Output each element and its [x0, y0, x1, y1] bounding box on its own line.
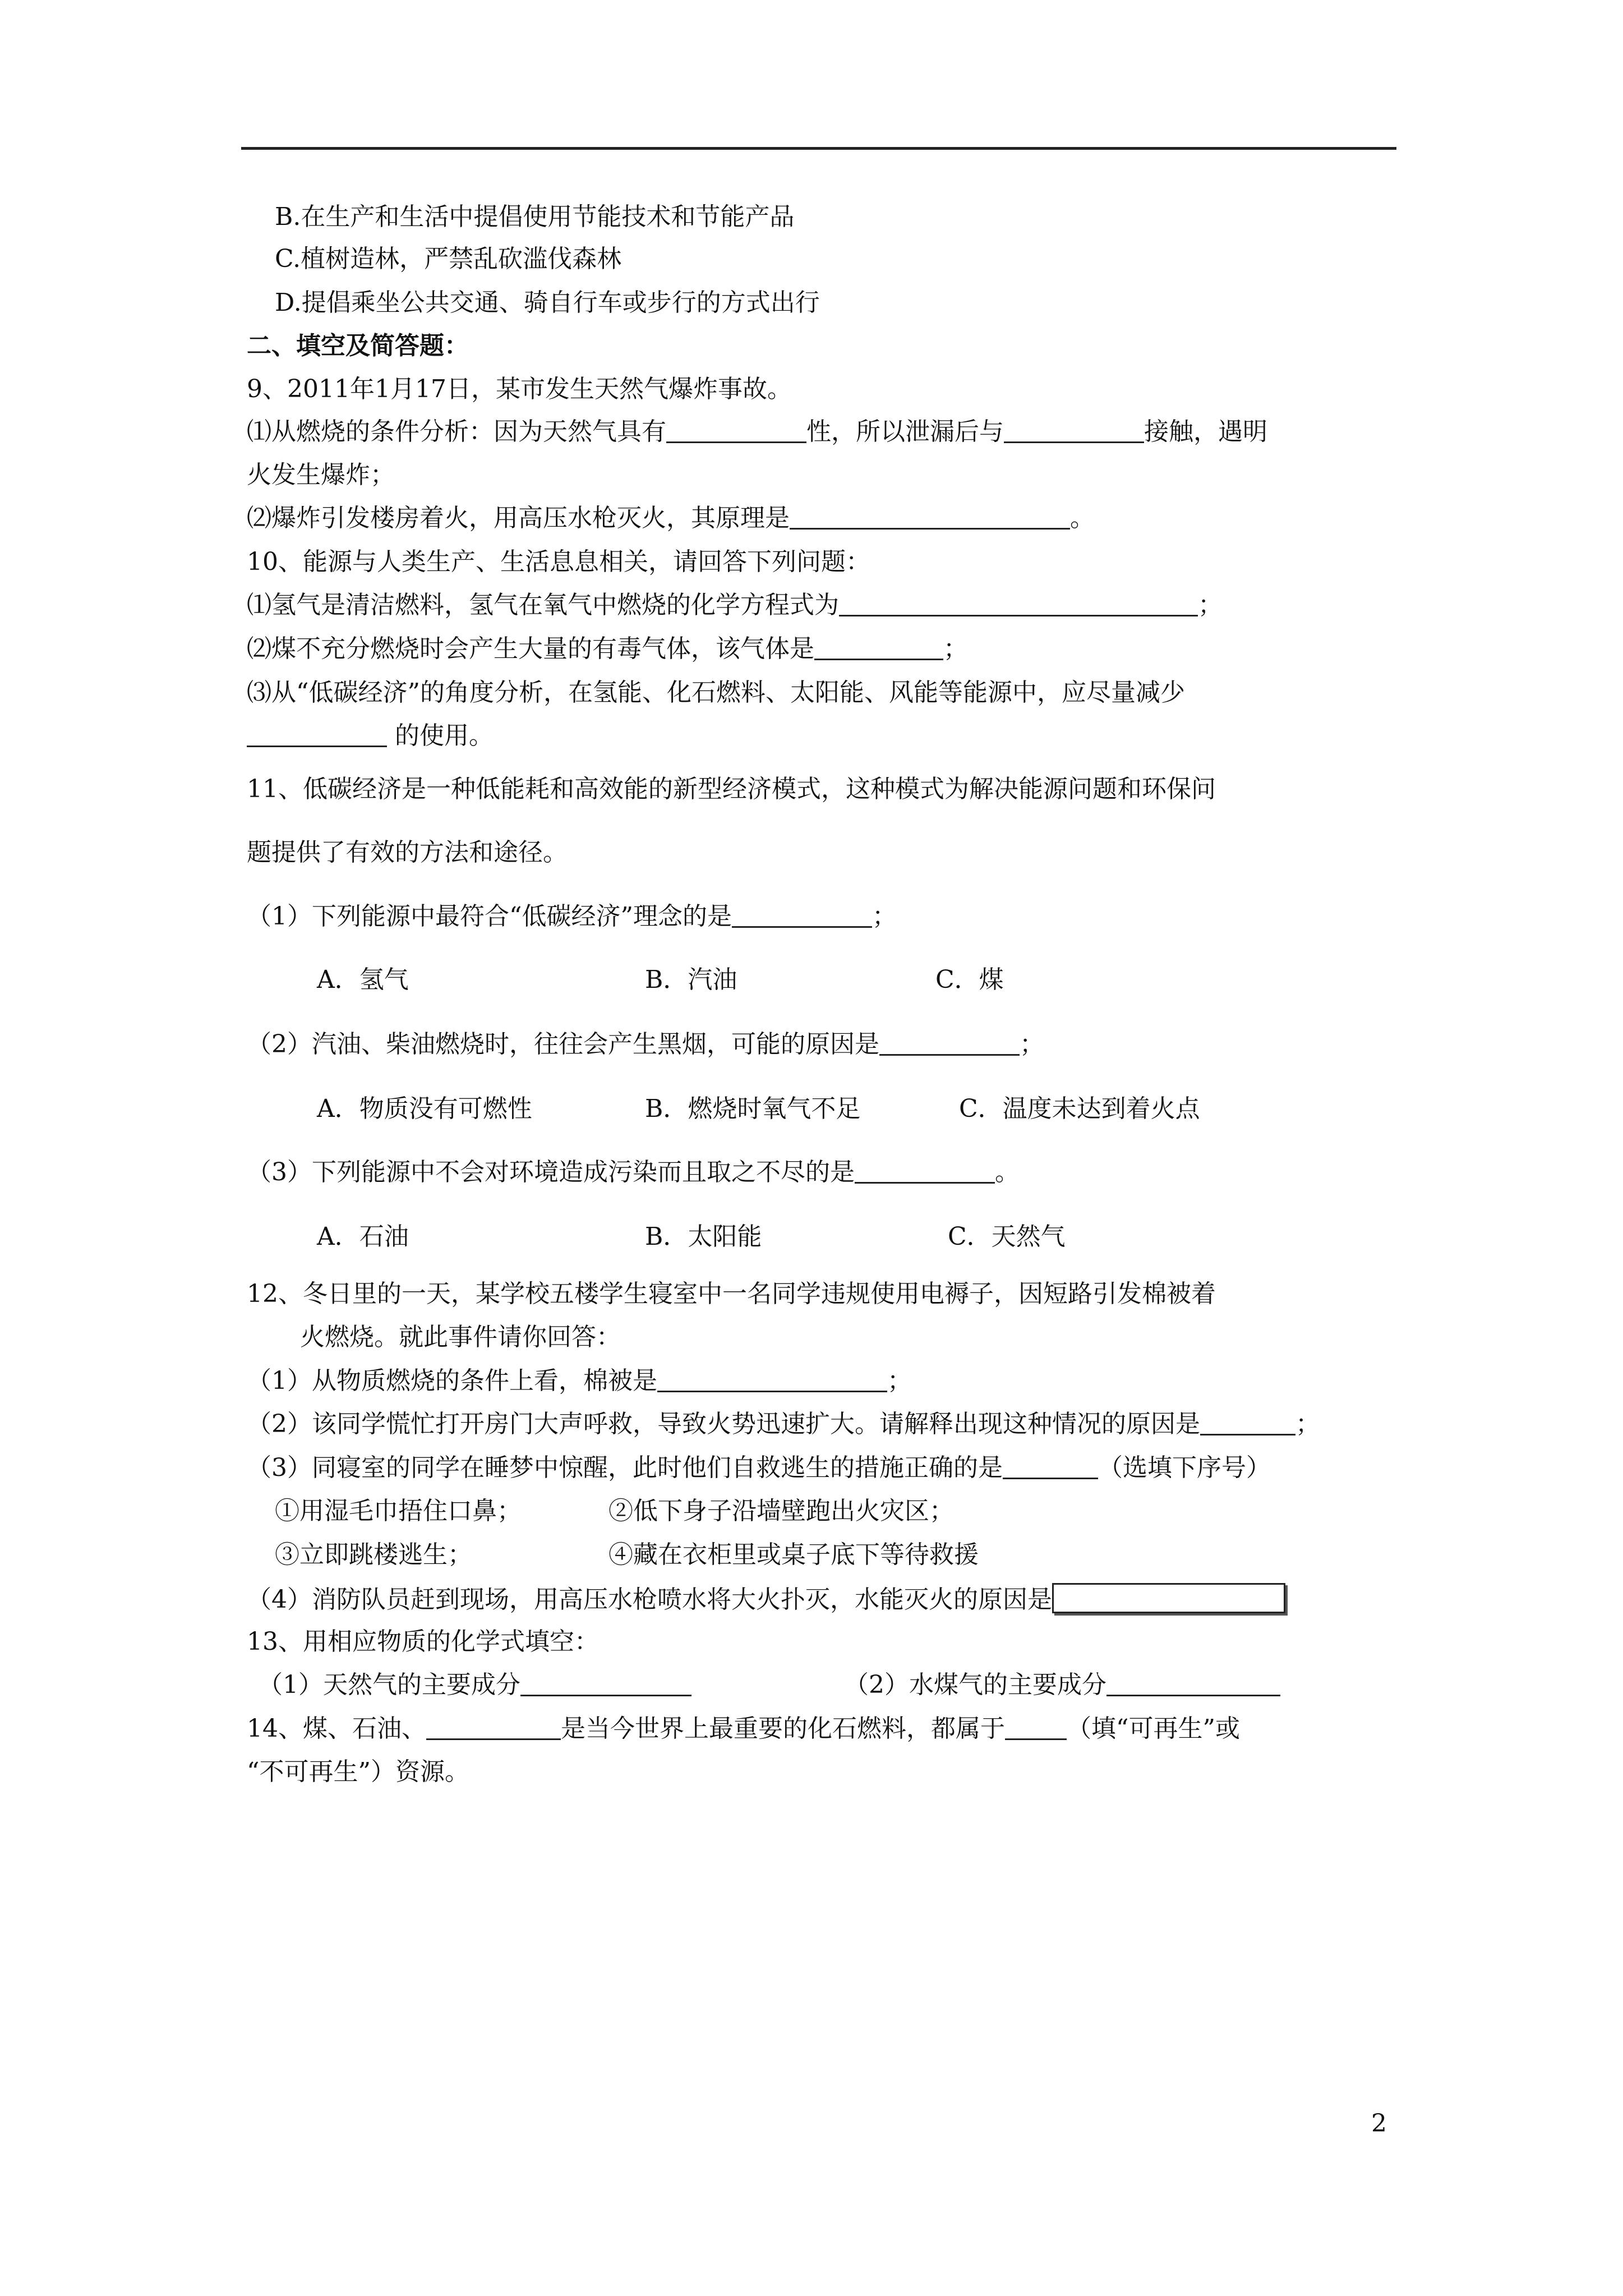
q11-p1-option-b: B．汽油: [645, 965, 737, 994]
q9-part1-text2: 性，所以泄漏后与: [806, 417, 1004, 446]
q12-choice-1: ①用湿毛巾捂住口鼻；: [275, 1497, 522, 1525]
q12-part2-text: （2）该同学慌忙打开房门大声呼救，导致火势迅速扩大。请解释出现这种情况的原因是: [247, 1410, 1200, 1438]
q12-part3-end: （选填下序号）: [1098, 1453, 1271, 1482]
answer-blank[interactable]: [426, 1716, 561, 1740]
q9-part1-text3: 接触，遇明: [1144, 417, 1267, 446]
q9-part2: [247, 503, 1095, 533]
answer-blank[interactable]: [1106, 1672, 1280, 1696]
q14-text2: 是当今世界上最重要的化石燃料，都属于: [561, 1714, 1005, 1743]
answer-blank[interactable]: [839, 592, 1198, 616]
q10-part2-end: ；: [943, 634, 968, 663]
q14-line2: “不可再生”）资源。: [247, 1757, 469, 1786]
answer-blank[interactable]: [814, 636, 943, 660]
q10-part1: [247, 590, 1223, 620]
q11-part1-end: ；: [872, 902, 897, 931]
q9-part2-text: ⑵爆炸引发楼房着火，用高压水枪灭火，其原理是: [247, 504, 790, 532]
q12-choice-4: ④藏在衣柜里或桌子底下等待救援: [608, 1540, 979, 1569]
q9-part1-cont: 火发生爆炸；: [247, 461, 395, 489]
page-number: 2: [1371, 2109, 1387, 2138]
answer-box[interactable]: [1052, 1583, 1285, 1613]
answer-blank[interactable]: [732, 904, 872, 928]
option-c: C.植树造林，严禁乱砍滥伐森林: [275, 245, 622, 273]
q14-text: 14、煤、石油、: [247, 1714, 426, 1743]
q11-part1-text: （1）下列能源中最符合“低碳经济”理念的是: [247, 902, 732, 931]
q11-part1: [247, 901, 897, 932]
q11-p2-option-a: A．物质没有可燃性: [317, 1094, 532, 1123]
q10-part2-text: ⑵煤不充分燃烧时会产生大量的有毒气体，该气体是: [247, 634, 814, 663]
q10-part3: ⑶从“低碳经济”的角度分析，在氢能、化石燃料、太阳能、风能等能源中，应尽量减少: [247, 678, 1185, 707]
answer-blank[interactable]: [657, 1368, 887, 1392]
q12-part1-end: ；: [887, 1366, 912, 1395]
answer-blank[interactable]: [855, 1159, 995, 1184]
q10-part3-cont: [247, 721, 494, 751]
q11-stem: 11、低碳经济是一种低能耗和高效能的新型经济模式，这种模式为解决能源问题和环保问: [247, 775, 1216, 803]
q12-part3-text: （3）同寝室的同学在睡梦中惊醒，此时他们自救逃生的措施正确的是: [247, 1453, 1003, 1482]
q11-p3-option-c: C．天然气: [948, 1222, 1066, 1251]
answer-blank[interactable]: [1005, 1716, 1067, 1740]
q13-part2-text: （2）水煤气的主要成分: [844, 1671, 1106, 1699]
q11-part2-text: （2）汽油、柴油燃烧时，往往会产生黑烟，可能的原因是: [247, 1030, 879, 1059]
q11-stem-cont: 题提供了有效的方法和途径。: [247, 838, 568, 867]
q10-part3-end: 的使用。: [395, 721, 494, 750]
answer-blank[interactable]: [666, 419, 806, 443]
q13-part2: [844, 1670, 1280, 1700]
answer-blank[interactable]: [1003, 1455, 1098, 1479]
q12-part1: [247, 1366, 912, 1396]
q10-stem: 10、能源与人类生产、生活息息相关，请回答下列问题：: [247, 547, 870, 576]
q11-p3-option-a: A．石油: [317, 1222, 409, 1251]
q12-part4: [247, 1583, 1285, 1615]
answer-blank[interactable]: [520, 1672, 691, 1696]
q10-part1-end: ；: [1198, 591, 1223, 619]
option-d: D.提倡乘坐公共交通、骑自行车或步行的方式出行: [275, 288, 820, 317]
q11-part3-end: 。: [995, 1158, 1020, 1186]
q12-choice-3: ③立即跳楼逃生；: [275, 1540, 472, 1569]
q10-part1-text: ⑴氢气是清洁燃料，氢气在氧气中燃烧的化学方程式为: [247, 591, 839, 619]
q13-stem: 13、用相应物质的化学式填空：: [247, 1627, 599, 1656]
q12-part2-end: ；: [1295, 1410, 1320, 1438]
q13-part1: [258, 1670, 691, 1700]
q11-p3-option-b: B．太阳能: [645, 1222, 762, 1251]
answer-blank[interactable]: [1004, 419, 1144, 443]
q11-part3: [247, 1157, 1020, 1188]
section-title: 二、填空及简答题：: [247, 332, 469, 360]
q14-line1: [247, 1714, 1240, 1744]
q11-part2: [247, 1029, 1044, 1060]
answer-blank[interactable]: [247, 723, 387, 747]
q11-p1-option-a: A．氢气: [317, 965, 409, 994]
q12-part1-text: （1）从物质燃烧的条件上看，棉被是: [247, 1366, 657, 1395]
answer-blank[interactable]: [790, 505, 1070, 530]
q12-choice-2: ②低下身子沿墙壁跑出火灾区；: [608, 1497, 954, 1525]
answer-blank[interactable]: [879, 1032, 1020, 1056]
q12-stem: 12、冬日里的一天，某学校五楼学生寝室中一名同学违规使用电褥子，因短路引发棉被着: [247, 1280, 1216, 1308]
q11-part2-end: ；: [1020, 1030, 1044, 1059]
q11-p2-option-c: C．温度未达到着火点: [959, 1094, 1200, 1123]
q13-part1-text: （1）天然气的主要成分: [258, 1671, 520, 1699]
q12-part4-text: （4）消防队员赶到现场，用高压水枪喷水将大火扑灭，水能灭火的原因是: [247, 1585, 1052, 1614]
q14-text3: （填“可再生”或: [1067, 1714, 1240, 1743]
q11-p1-option-c: C．煤: [935, 965, 1004, 994]
q11-part3-text: （3）下列能源中不会对环境造成污染而且取之不尽的是: [247, 1158, 855, 1186]
answer-blank[interactable]: [1200, 1411, 1295, 1435]
q10-part2: [247, 634, 968, 664]
header-rule: [241, 147, 1396, 150]
q9-part1: [247, 417, 1267, 447]
q9-stem: 9、2011年1月17日，某市发生天然气爆炸事故。: [247, 375, 792, 403]
q12-part3: [247, 1453, 1271, 1483]
option-b: B.在生产和生活中提倡使用节能技术和节能产品: [275, 203, 795, 231]
q9-part1-text: ⑴从燃烧的条件分析：因为天然气具有: [247, 417, 666, 446]
q12-stem-cont: 火燃烧。就此事件请你回答：: [300, 1323, 621, 1351]
q9-part2-end: 。: [1070, 504, 1095, 532]
q11-p2-option-b: B．燃烧时氧气不足: [645, 1094, 861, 1123]
q12-part2: [247, 1409, 1320, 1439]
